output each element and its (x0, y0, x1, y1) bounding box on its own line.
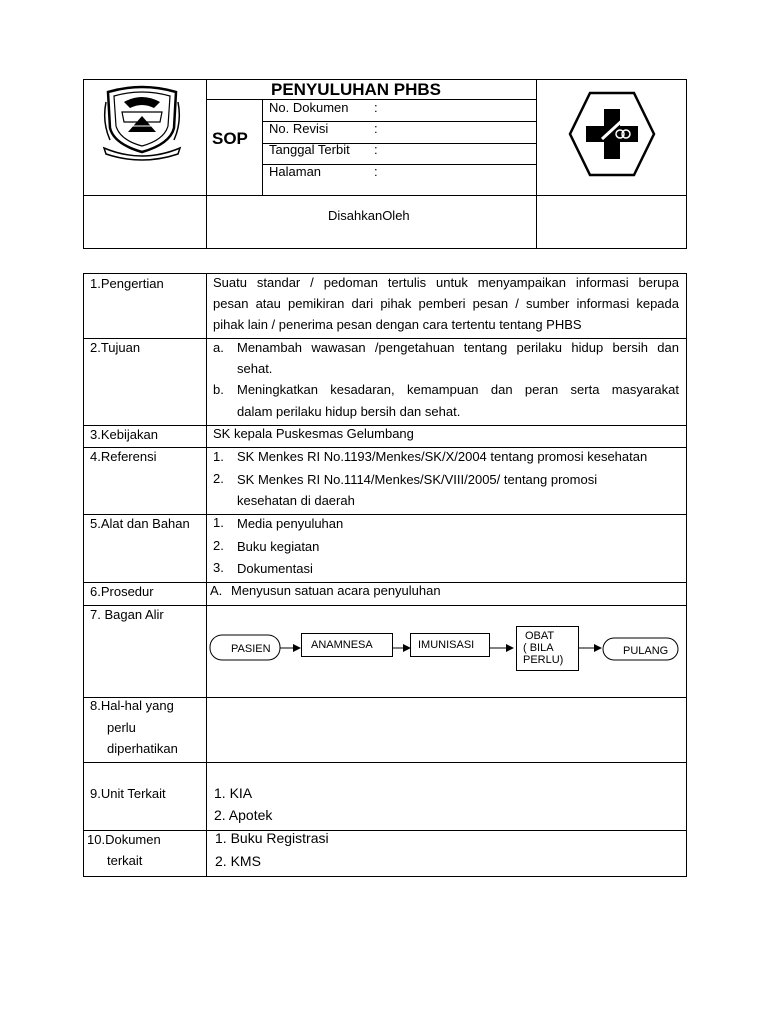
prosedur-text: Menyusun satuan acara penyuluhan (231, 583, 441, 598)
row-label-dokumen: terkait (107, 853, 143, 868)
field-sep: : (374, 121, 378, 136)
list-marker: 3. (213, 560, 224, 575)
list-marker: 1. (213, 449, 224, 464)
pengertian-line: pesan atau pemikiran dari pihak pemberi pesan / sumber informasi kepada (213, 296, 679, 311)
list-marker: b. (213, 382, 224, 397)
field-label: No. Dokumen (269, 100, 349, 115)
referensi-item-line: SK Menkes RI No.1193/Menkes/SK/X/2004 tentang promosi kesehatan (237, 449, 648, 464)
list-marker: 1. (213, 515, 224, 530)
alat-item: Media penyuluhan (237, 516, 344, 531)
row-label-tujuan: 2.Tujuan (90, 340, 141, 355)
puskesmas-logo (568, 91, 656, 177)
alat-item: Buku kegiatan (237, 539, 320, 554)
dokumen-item: 1. Buku Registrasi (215, 830, 329, 846)
field-sep: : (374, 164, 378, 179)
row-label-alat: 5.Alat dan Bahan (90, 516, 190, 531)
page-title: PENYULUHAN PHBS (271, 80, 442, 99)
flow-step-label: OBAT (525, 630, 555, 642)
field-label: No. Revisi (269, 121, 329, 136)
sop-label: SOP (212, 129, 248, 148)
tujuan-item-line: dalam perilaku hidup bersih dan sehat. (237, 404, 461, 419)
row-label-referensi: 4.Referensi (90, 449, 157, 464)
approval-text: DisahkanOleh (328, 208, 410, 223)
alat-item: Dokumentasi (237, 561, 313, 576)
flow-step-label: PERLU) (523, 654, 564, 666)
pengertian-line: pihak lain / penerima pesan dengan cara tertentu tentang PHBS (213, 317, 582, 332)
row-label-bagan: 7. Bagan Alir (90, 607, 164, 622)
unit-item: 2. Apotek (214, 807, 273, 823)
flow-step-label: PASIEN (231, 643, 271, 655)
flow-step-label: ANAMNESA (311, 639, 373, 651)
field-label: Tanggal Terbit (269, 142, 350, 157)
row-label-unit: 9.Unit Terkait (90, 786, 166, 801)
list-marker: 2. (213, 471, 224, 486)
field-sep: : (374, 100, 378, 115)
flow-step-label: IMUNISASI (418, 639, 475, 651)
referensi-item-line: SK Menkes RI No.1114/Menkes/SK/VIII/2005/ tentang promosi (237, 472, 598, 487)
dokumen-item: 2. KMS (215, 853, 261, 869)
row-label-hal: diperhatikan (107, 741, 178, 756)
flow-step-label: ( BILA (523, 642, 554, 654)
kebijakan-text: SK kepala Puskesmas Gelumbang (213, 426, 414, 441)
referensi-item-line: kesehatan di daerah (237, 493, 355, 508)
field-sep: : (374, 142, 378, 157)
flow-step-label: PULANG (623, 645, 669, 657)
row-label-hal: 8.Hal-hal yang (90, 698, 174, 713)
tujuan-item-line: sehat. (237, 361, 273, 376)
crest-logo (100, 82, 184, 162)
list-marker: a. (213, 340, 224, 355)
pengertian-line: Suatu standar / pedoman tertulis untuk menyampaikan informasi berupa (213, 275, 679, 290)
tujuan-item-line: Menambah wawasan /pengetahuan tentang perilaku hidup bersih dan (237, 340, 679, 355)
row-label-pengertian: 1.Pengertian (90, 276, 164, 291)
row-label-hal: perlu (107, 720, 136, 735)
row-label-kebijakan: 3.Kebijakan (90, 427, 158, 442)
tujuan-item-line: Meningkatkan kesadaran, kemampuan dan peran serta masyarakat (237, 382, 679, 397)
unit-item: 1. KIA (214, 785, 253, 801)
field-label: Halaman (269, 164, 322, 179)
list-marker: A. (210, 583, 223, 598)
list-marker: 2. (213, 538, 224, 553)
row-label-dokumen: 10.Dokumen (87, 832, 161, 847)
row-label-prosedur: 6.Prosedur (90, 584, 154, 599)
